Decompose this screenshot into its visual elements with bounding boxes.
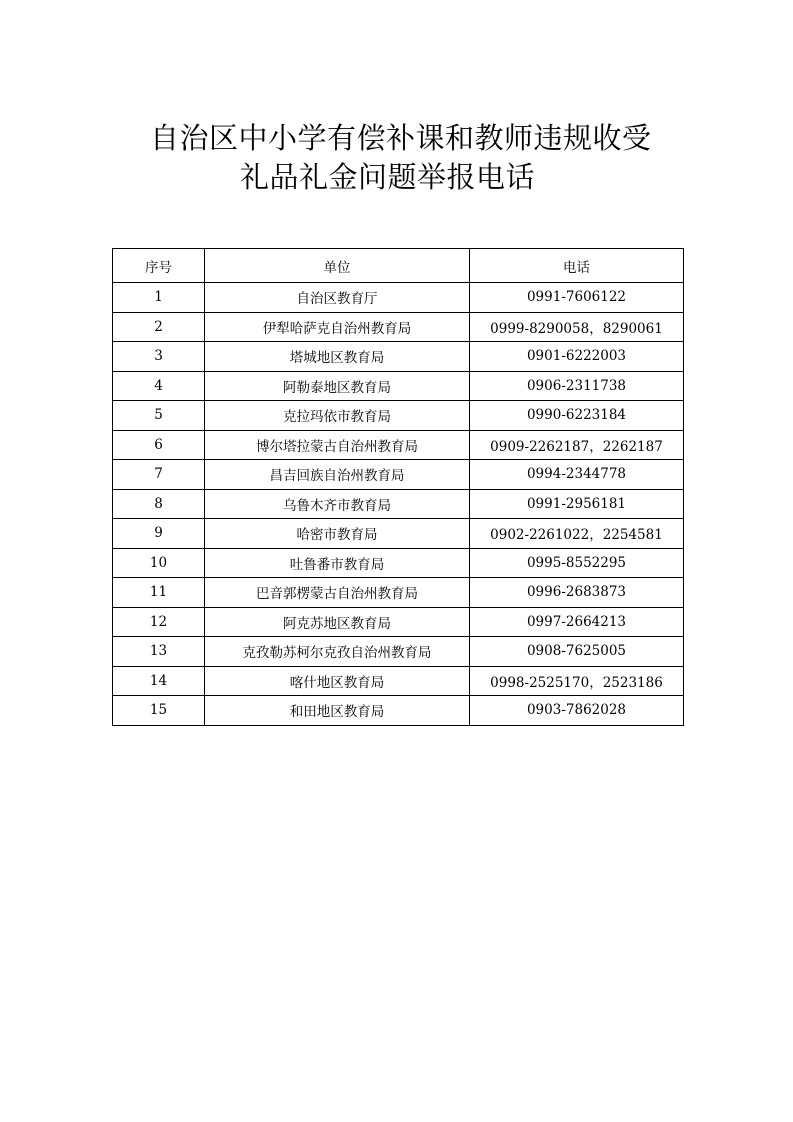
table-row	[113, 371, 684, 401]
cell-number: 10	[113, 548, 205, 578]
cell-phone: 0991-2956181	[470, 489, 684, 519]
cell-number: 15	[113, 696, 205, 726]
cell-unit: 喀什地区教育局	[205, 666, 470, 696]
cell-unit: 自治区教育厅	[205, 283, 470, 313]
column-header-phone: 电话	[470, 249, 684, 283]
cell-unit: 博尔塔拉蒙古自治州教育局	[205, 430, 470, 460]
cell-number: 12	[113, 607, 205, 637]
cell-number: 6	[113, 430, 205, 460]
cell-unit: 克孜勒苏柯尔克孜自治州教育局	[205, 637, 470, 667]
cell-phone: 0994-2344778	[470, 460, 684, 490]
cell-phone: 0901-6222003	[470, 342, 684, 372]
table-row	[113, 401, 684, 431]
column-header-number: 序号	[113, 249, 205, 283]
cell-number: 1	[113, 283, 205, 313]
table-row	[113, 283, 684, 313]
cell-number: 11	[113, 578, 205, 608]
cell-phone: 0997-2664213	[470, 607, 684, 637]
cell-unit: 克拉玛依市教育局	[205, 401, 470, 431]
cell-phone: 0903-7862028	[470, 696, 684, 726]
cell-phone: 0902-2261022，2254581	[470, 519, 684, 549]
cell-number: 9	[113, 519, 205, 549]
cell-number: 7	[113, 460, 205, 490]
cell-unit: 阿勒泰地区教育局	[205, 371, 470, 401]
cell-phone: 0995-8552295	[470, 548, 684, 578]
table-row	[113, 548, 684, 578]
cell-phone: 0998-2525170，2523186	[470, 666, 684, 696]
table-row	[113, 578, 684, 608]
table-row	[113, 666, 684, 696]
cell-unit: 伊犁哈萨克自治州教育局	[205, 312, 470, 342]
table-row	[113, 342, 684, 372]
cell-unit: 巴音郭楞蒙古自治州教育局	[205, 578, 470, 608]
table-row	[113, 489, 684, 519]
cell-unit: 哈密市教育局	[205, 519, 470, 549]
cell-phone: 0906-2311738	[470, 371, 684, 401]
cell-number: 5	[113, 401, 205, 431]
cell-unit: 阿克苏地区教育局	[205, 607, 470, 637]
column-header-unit: 单位	[205, 249, 470, 283]
cell-unit: 昌吉回族自治州教育局	[205, 460, 470, 490]
table-row	[113, 460, 684, 490]
hotline-table	[112, 248, 684, 726]
cell-unit: 塔城地区教育局	[205, 342, 470, 372]
cell-number: 8	[113, 489, 205, 519]
table-row	[113, 696, 684, 726]
cell-phone: 0908-7625005	[470, 637, 684, 667]
table-row	[113, 519, 684, 549]
cell-phone: 0909-2262187，2262187	[470, 430, 684, 460]
cell-unit: 吐鲁番市教育局	[205, 548, 470, 578]
table-row	[113, 312, 684, 342]
document-title-line2: 礼品礼金问题举报电话	[240, 160, 536, 194]
table-row	[113, 607, 684, 637]
cell-phone: 0991-7606122	[470, 283, 684, 313]
table-row	[113, 430, 684, 460]
cell-number: 14	[113, 666, 205, 696]
cell-unit: 和田地区教育局	[205, 696, 470, 726]
cell-number: 13	[113, 637, 205, 667]
cell-phone: 0990-6223184	[470, 401, 684, 431]
cell-number: 4	[113, 371, 205, 401]
cell-phone: 0999-8290058，8290061	[470, 312, 684, 342]
table-header-row	[113, 249, 684, 283]
cell-number: 2	[113, 312, 205, 342]
cell-phone: 0996-2683873	[470, 578, 684, 608]
cell-unit: 乌鲁木齐市教育局	[205, 489, 470, 519]
table-row	[113, 637, 684, 667]
document-title-line1: 自治区中小学有偿补课和教师违规收受	[150, 121, 652, 155]
cell-number: 3	[113, 342, 205, 372]
table-body	[113, 283, 684, 726]
